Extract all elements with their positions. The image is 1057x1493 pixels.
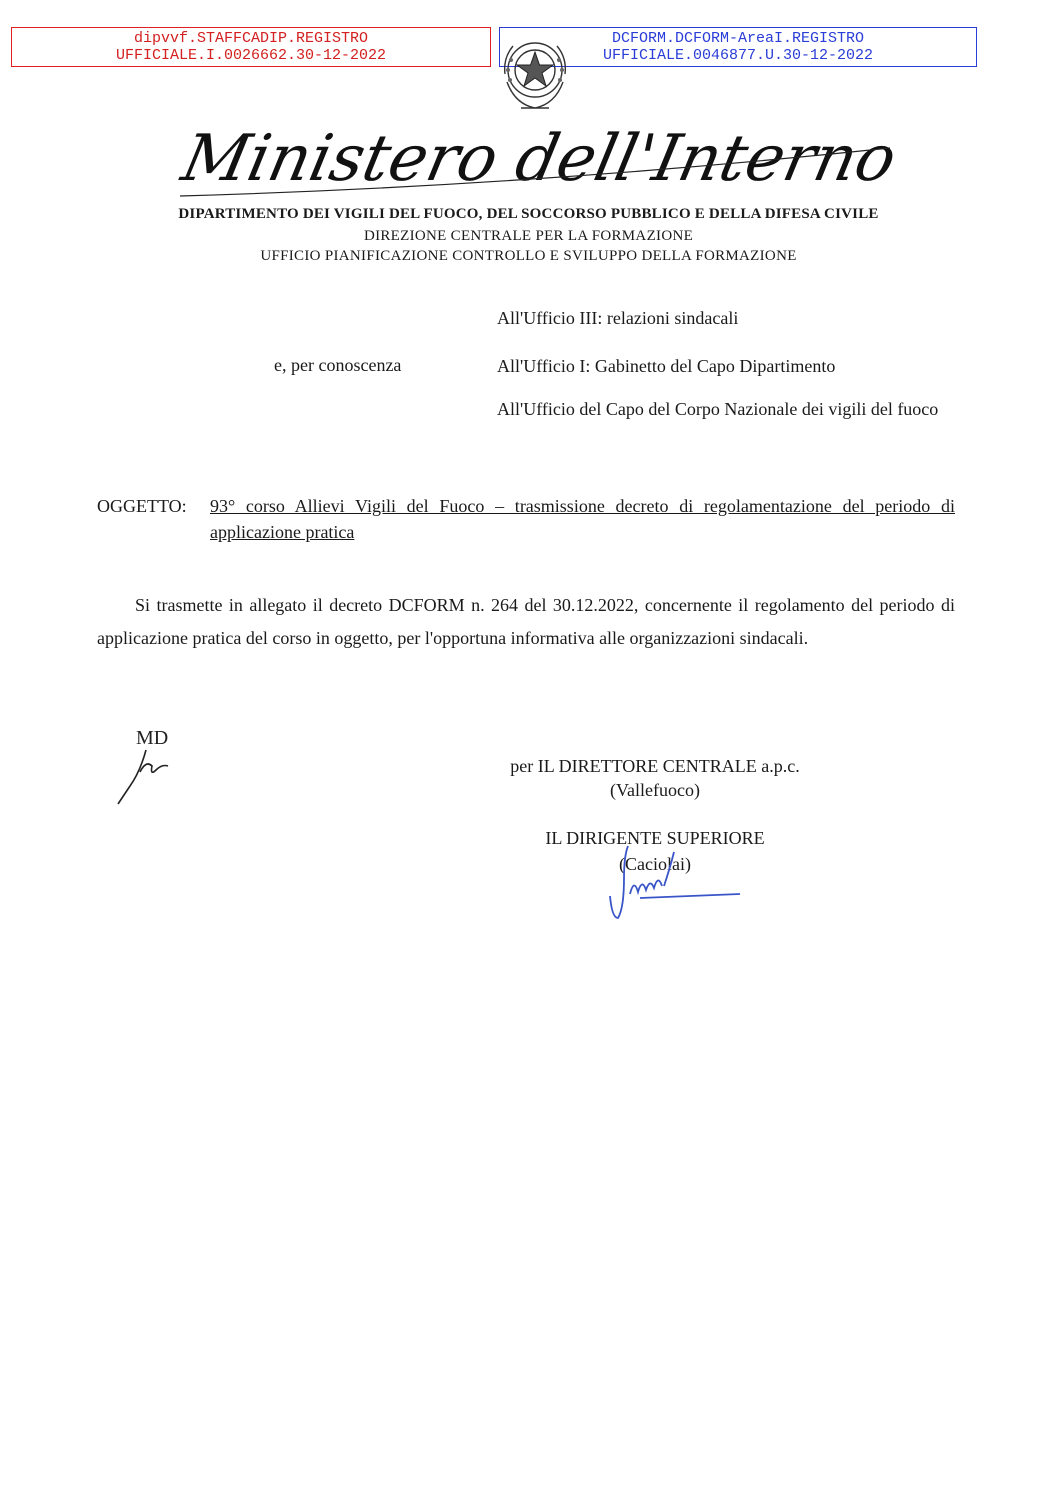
subject-label: OGGETTO: — [97, 496, 187, 516]
subject-text: 93° corso Allievi Vigili del Fuoco – trasmissione decreto di regolamentazione del periodo di applicazione pratica — [210, 496, 955, 542]
signatory-name: (Caciolai) — [619, 854, 691, 874]
stamp-line: dipvvf.STAFFCADIP.REGISTRO — [133, 30, 369, 47]
recipient-primary: All'Ufficio III: relazioni sindacali — [497, 308, 739, 328]
department-heading: DIPARTIMENTO DEI VIGILI DEL FUOCO, DEL SOCCORSO PUBBLICO E DELLA DIFESA CIVILE — [178, 206, 879, 222]
stamp-line: DCFORM.DCFORM-AreaI.REGISTRO — [611, 30, 865, 47]
ministry-title — [150, 108, 920, 208]
svg-text:MD: MD — [136, 727, 169, 749]
handwritten-signature — [600, 838, 750, 928]
signatory-title: per IL DIRETTORE CENTRALE a.p.c. — [510, 756, 800, 776]
republic-emblem-icon — [495, 30, 575, 116]
direction-heading: DIREZIONE CENTRALE PER LA FORMAZIONE — [363, 228, 694, 244]
cc-label: e, per conoscenza — [274, 355, 402, 375]
body-paragraph: Si trasmette in allegato il decreto DCFORM n. 264 del 30.12.2022, concernente il regolamento del periodo di applicazione pratica del corso in oggetto, per l'opportuna informativa alle organizzazioni sindacali. — [97, 595, 955, 648]
protocol-stamp-incoming — [11, 27, 491, 67]
stamp-line: UFFICIALE.I.0026662.30-12-2022 — [115, 47, 387, 64]
signatory-name: (Vallefuoco) — [610, 780, 700, 800]
recipient-cc: All'Ufficio I: Gabinetto del Capo Dipartimento — [497, 356, 836, 376]
signatory-title: IL DIRIGENTE SUPERIORE — [545, 828, 765, 848]
stamp-line: UFFICIALE.0046877.U.30-12-2022 — [602, 47, 874, 64]
svg-text:Ministero dell'Interno: Ministero dell'Interno — [175, 121, 903, 196]
recipient-cc: All'Ufficio del Capo del Corpo Nazionale dei vigili del fuoco — [497, 399, 939, 419]
handwritten-initials — [110, 720, 190, 810]
office-heading: UFFICIO PIANIFICAZIONE CONTROLLO E SVILUPPO DELLA FORMAZIONE — [260, 248, 797, 264]
